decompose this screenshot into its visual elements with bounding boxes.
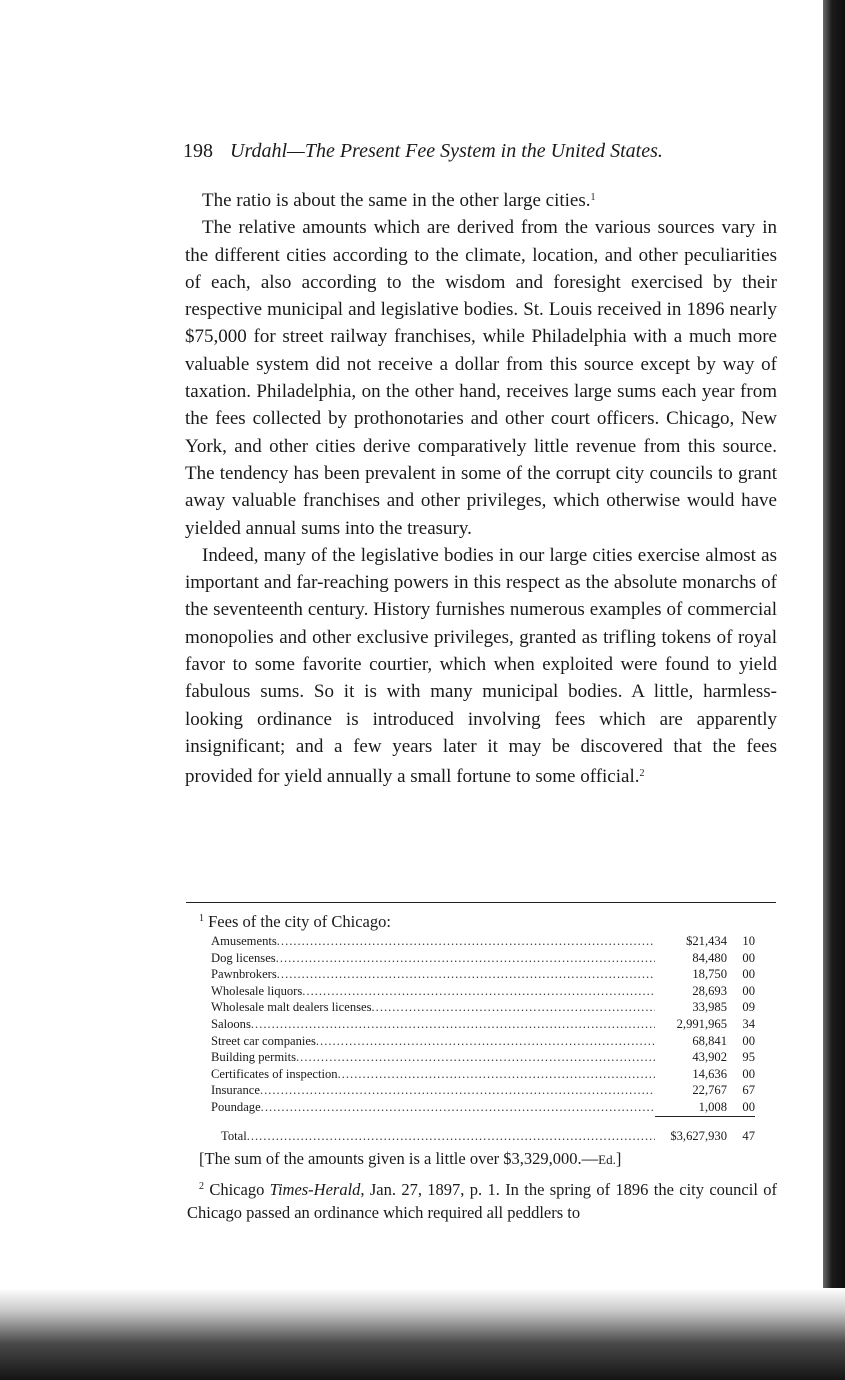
- table-row: Certificates of inspection ..... 14,636 00: [211, 1066, 755, 1083]
- footnotes: [187, 908, 777, 1224]
- footnote-ref-2: 2: [639, 768, 645, 780]
- editor-note: [The sum of the amounts given is a little over $3,329,000.—Ed.]: [199, 1149, 622, 1169]
- main-text: [185, 184, 777, 791]
- table-row: Street car companies ..... 68,841 00: [211, 1033, 755, 1050]
- footnote-2: $^2$ Chicago Times-Herald, Jan. 27, 1897, p. 1. In the spring of 1896 the city council of Chicago passed an ordinance which required all peddlers to: [187, 1180, 777, 1223]
- table-row: Wholesale malt dealers licenses ..... 33,985 09: [211, 999, 755, 1016]
- page-header: [183, 140, 753, 163]
- table-row: Wholesale liquors ..... 28,693 00: [211, 983, 755, 1000]
- paragraph-3: Indeed, many of the legislative bodies in our large cities exercise almost as important and far-reaching powers in this respect as the absolute monarchs of the seventeenth century. History furnishes numerous examples of commercial monopolies and other exclusive privileges, granted as trifling tokens of royal favor to some favorite courtier, which when exploited were found to yield fabulous sums. So it is with many municipal bodies. A little, harmless-looking ordinance is introduced involving fees which are apparently insignificant; and a few years later it may be discovered that the fees provided for yield annually a small fortune to some official.$^2$: [185, 544, 777, 788]
- table-row: Poundage ..... 1,008 00: [211, 1099, 755, 1116]
- paragraph-1: The ratio is about the same in the other large cities.$^1$: [202, 190, 596, 211]
- page-number: 198: [183, 140, 213, 162]
- editor-signature: Ed.: [598, 1152, 616, 1168]
- table-row: Amusements ..... $21,434 10: [211, 933, 755, 950]
- fees-table: [211, 933, 755, 1144]
- table-row: Pawnbrokers ..... 18,750 00: [211, 966, 755, 983]
- source-title: Times-Herald: [269, 1180, 361, 1200]
- footnote-ref-1: 1: [590, 192, 596, 203]
- footnote-1-title: $^1$ Fees of the city of Chicago:: [199, 912, 391, 931]
- table-row: Saloons ..... 2,991,965 34: [211, 1016, 755, 1033]
- table-row: Building permits ..... 43,902 95: [211, 1049, 755, 1066]
- scan-edge-shadow-bottom: [0, 1288, 845, 1380]
- table-row: Insurance ..... 22,767 67: [211, 1082, 755, 1099]
- table-total-row: Total ..... $3,627,930 47: [211, 1128, 755, 1145]
- paragraph-2: The relative amounts which are derived from the various sources vary in the different cities according to the climate, location, and other peculiarities of each, also according to the wisdom and foresight exercised by their respective municipal and legislative bodies. St. Louis received in 1896 nearly $75,000 for street railway franchises, while Philadelphia with a much more valuable system did not receive a dollar from this source except by way of taxation. Philadelphia, on the other hand, receives large sums each year from the fees collected by prothonotaries and other court officers. Chicago, New York, and other cities derive comparatively little revenue from this source. The tendency has been prevalent in some of the corrupt city councils to grant away valuable franchises and other privileges, which otherwise would have yielded annual sums into the treasury.: [185, 217, 777, 539]
- table-row: Dog licenses ..... 84,480 00: [211, 950, 755, 967]
- running-title: Urdahl—The Present Fee System in the United States.: [230, 140, 663, 162]
- scan-edge-shadow-right: [823, 0, 845, 1380]
- footnote-divider: [186, 902, 776, 903]
